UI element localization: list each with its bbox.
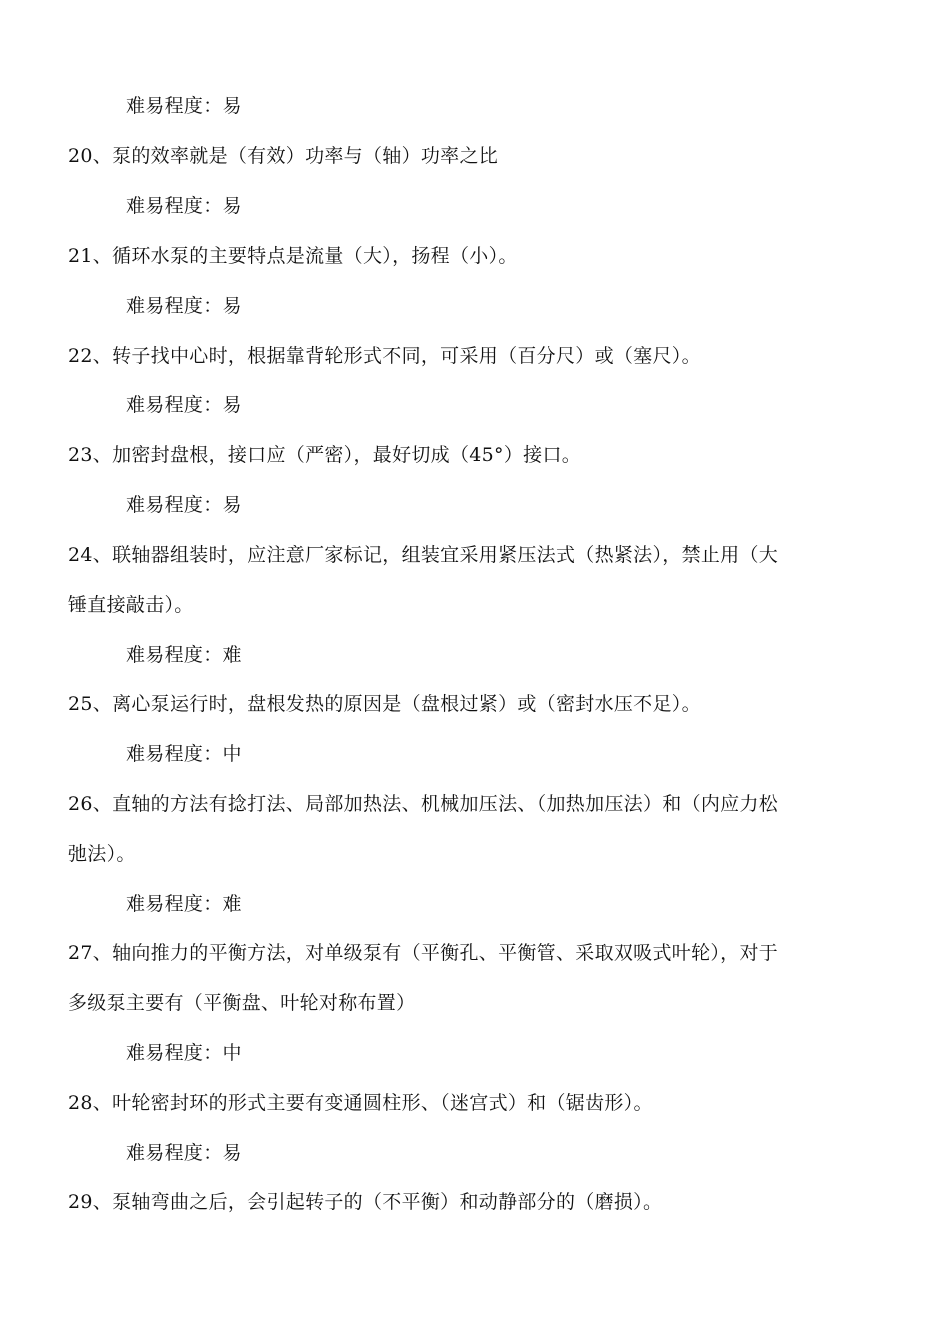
difficulty-line: 难易程度：中 [126, 743, 242, 765]
question-23: 23、加密封盘根，接口应（严密），最好切成（45°）接口。 [68, 444, 582, 466]
question-24-continued: 锤直接敲击）。 [68, 594, 194, 616]
question-26: 26、直轴的方法有捻打法、局部加热法、机械加压法、（加热加压法）和（内应力松 [68, 793, 779, 815]
difficulty-line: 难易程度：易 [126, 95, 242, 117]
difficulty-line: 难易程度：难 [126, 644, 242, 666]
difficulty-line: 难易程度：易 [126, 494, 242, 516]
difficulty-line: 难易程度：易 [126, 195, 242, 217]
question-25: 25、离心泵运行时，盘根发热的原因是（盘根过紧）或（密封水压不足）。 [68, 693, 701, 715]
question-29: 29、泵轴弯曲之后，会引起转子的（不平衡）和动静部分的（磨损）。 [68, 1191, 663, 1213]
question-28: 28、叶轮密封环的形式主要有变通圆柱形、（迷宫式）和（锯齿形）。 [68, 1092, 653, 1114]
question-27-continued: 多级泵主要有（平衡盘、叶轮对称布置） [68, 992, 416, 1014]
difficulty-line: 难易程度：易 [126, 394, 242, 416]
difficulty-line: 难易程度：中 [126, 1042, 242, 1064]
question-24: 24、联轴器组装时，应注意厂家标记，组装宜采用紧压法式（热紧法），禁止用（大 [68, 544, 779, 566]
question-22: 22、转子找中心时，根据靠背轮形式不同，可采用（百分尺）或（塞尺）。 [68, 345, 701, 367]
difficulty-line: 难易程度：易 [126, 295, 242, 317]
difficulty-line: 难易程度：易 [126, 1142, 242, 1164]
difficulty-line: 难易程度：难 [126, 893, 242, 915]
question-26-continued: 弛法）。 [68, 843, 136, 865]
question-21: 21、循环水泵的主要特点是流量（大），扬程（小）。 [68, 245, 518, 267]
question-27: 27、轴向推力的平衡方法，对单级泵有（平衡孔、平衡管、采取双吸式叶轮），对于 [68, 942, 779, 964]
question-20: 20、泵的效率就是（有效）功率与（轴）功率之比 [68, 145, 499, 167]
